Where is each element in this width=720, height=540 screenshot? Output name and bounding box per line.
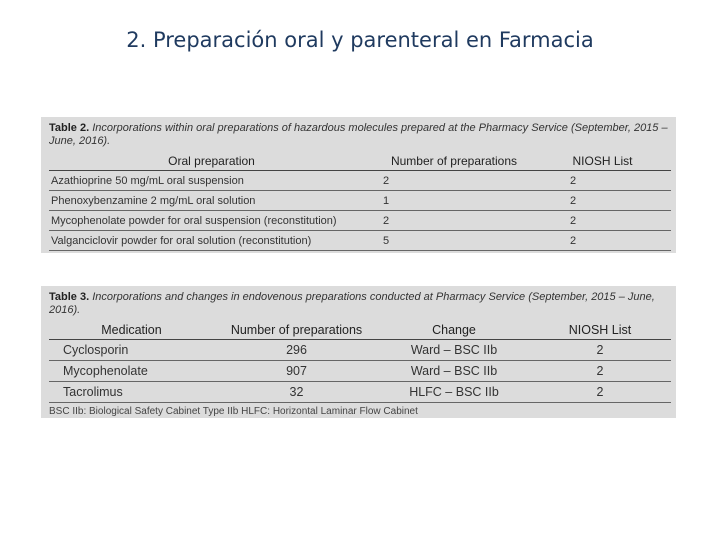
column-header: NIOSH List: [534, 151, 671, 171]
table-cell: 32: [214, 382, 379, 403]
column-header: Number of preparations: [214, 320, 379, 340]
table-cell: 2: [529, 340, 671, 361]
table-3-caption-text: Incorporations and changes in endovenous preparations conducted at Pharmacy Service (September, 2015 – June, 2016).: [49, 291, 655, 316]
table-cell: 2: [534, 191, 671, 211]
table-cell: Ward – BSC IIb: [379, 361, 529, 382]
oral-preparations-table: [49, 151, 671, 251]
column-header: NIOSH List: [529, 320, 671, 340]
table-cell: Cyclosporin: [49, 340, 214, 361]
column-header: Medication: [49, 320, 214, 340]
table-cell: 907: [214, 361, 379, 382]
table-cell: 2: [529, 382, 671, 403]
table-cell: Ward – BSC IIb: [379, 340, 529, 361]
column-header: Oral preparation: [49, 151, 374, 171]
table-cell: Tacrolimus: [49, 382, 214, 403]
table-cell: 2: [534, 231, 671, 251]
table-cell: Phenoxybenzamine 2 mg/mL oral solution: [49, 191, 374, 211]
table-row: [49, 211, 671, 231]
table-cell: 2: [374, 171, 534, 191]
table-row: [49, 191, 671, 211]
table-3-panel: [41, 286, 676, 418]
table-cell: HLFC – BSC IIb: [379, 382, 529, 403]
table-row: [49, 231, 671, 251]
table-cell: Mycophenolate powder for oral suspension (reconstitution): [49, 211, 374, 231]
table-row: [49, 382, 671, 403]
table-2-label: Table 2.: [49, 122, 90, 134]
table-2-caption-text: Incorporations within oral preparations of hazardous molecules prepared at the Pharmacy Service (September, 2015 – June, 2016).: [49, 122, 668, 147]
table-cell: Azathioprine 50 mg/mL oral suspension: [49, 171, 374, 191]
table-2-panel: [41, 117, 676, 253]
table-cell: 5: [374, 231, 534, 251]
table-row: [49, 340, 671, 361]
table-2-caption: [49, 122, 668, 148]
slide-title: 2. Preparación oral y parenteral en Farmacia: [126, 28, 594, 52]
table-cell: 296: [214, 340, 379, 361]
table-cell: 2: [529, 361, 671, 382]
table-cell: 2: [534, 171, 671, 191]
table-cell: 1: [374, 191, 534, 211]
table-header-row: [49, 151, 671, 171]
table-cell: 2: [534, 211, 671, 231]
table-cell: 2: [374, 211, 534, 231]
column-header: Number of preparations: [374, 151, 534, 171]
table-3-footnote: BSC IIb: Biological Safety Cabinet Type IIb HLFC: Horizontal Laminar Flow Cabinet: [49, 406, 418, 417]
table-3-caption: [49, 291, 668, 317]
table-header-row: [49, 320, 671, 340]
table-cell: Mycophenolate: [49, 361, 214, 382]
endovenous-preparations-table: [49, 320, 671, 403]
table-row: [49, 171, 671, 191]
table-cell: Valganciclovir powder for oral solution (reconstitution): [49, 231, 374, 251]
table-row: [49, 361, 671, 382]
table-3-label: Table 3.: [49, 291, 90, 303]
column-header: Change: [379, 320, 529, 340]
